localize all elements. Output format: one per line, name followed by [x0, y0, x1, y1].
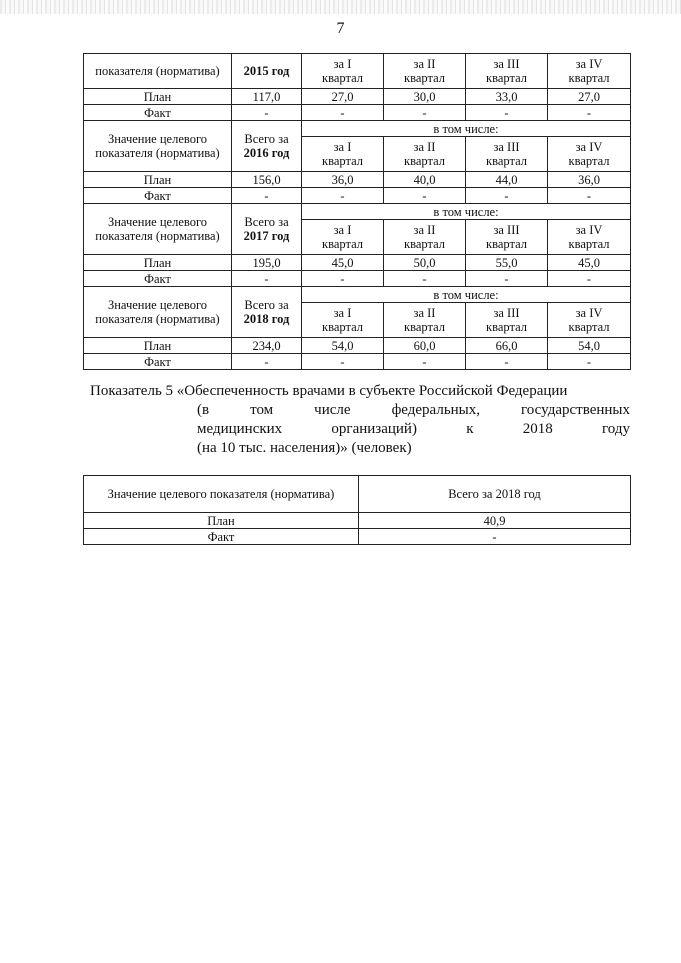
quarter-header-cell-line-2: квартал [568, 320, 610, 334]
fact-quarter-cell: - [302, 354, 384, 370]
fact-quarter-cell: - [384, 188, 466, 204]
fact-label-cell: Факт [84, 271, 232, 287]
plan-quarter-cell: 27,0 [548, 89, 631, 105]
quarter-header-cell [466, 137, 548, 172]
quarter-header-cell [302, 137, 384, 172]
plan-value-cell: 40,9 [359, 513, 631, 529]
quarter-header-cell [548, 137, 631, 172]
plan-total-cell: 234,0 [232, 338, 302, 354]
quarter-header-cell-line-2: квартал [404, 237, 445, 251]
quarter-header-cell-line-2: квартал [486, 71, 527, 85]
fact-total-cell: - [232, 354, 302, 370]
quarter-header-cell [384, 54, 466, 89]
fact-quarter-cell: - [384, 105, 466, 121]
fact-quarter-cell: - [384, 271, 466, 287]
fact-total-cell: - [232, 105, 302, 121]
fact-row [84, 188, 631, 204]
quarter-header-cell-line-1: за I [333, 140, 352, 154]
quarter-header-cell-line-1: за II [413, 57, 436, 71]
quarter-header-cell-line-1: за I [333, 306, 352, 320]
indicator-label-cell: Значение целевого показателя (норматива) [84, 287, 232, 338]
quarter-header-cell-line-1: за II [413, 140, 436, 154]
fact-quarter-cell: - [302, 188, 384, 204]
total-year-cell-line-2: 2018 год [243, 312, 290, 326]
plan-quarter-cell: 33,0 [466, 89, 548, 105]
quarter-header-cell-line-1: за III [493, 57, 520, 71]
plan-row [84, 255, 631, 271]
scan-edge-artifact [0, 0, 681, 14]
fact-label-cell: Факт [84, 188, 232, 204]
block-header-row [84, 121, 631, 137]
quarter-header-cell-line-2: квартал [322, 320, 363, 334]
header-label-cell: Значение целевого показателя (норматива) [84, 476, 359, 513]
indicator-5-line-2: (в том числе федеральных, государственных [197, 402, 630, 418]
quarter-header-cell-line-2: квартал [404, 154, 445, 168]
indicator-label-cell: Значение целевого показателя (норматива) [84, 121, 232, 172]
fact-row [84, 271, 631, 287]
quarter-header-cell [548, 303, 631, 338]
plan-label-cell: План [84, 513, 359, 529]
quarter-header-cell-line-2: квартал [404, 320, 445, 334]
plan-quarter-cell: 45,0 [548, 255, 631, 271]
quarter-header-cell-line-1: за III [493, 140, 520, 154]
fact-quarter-cell: - [466, 354, 548, 370]
fact-quarter-cell: - [466, 188, 548, 204]
plan-total-cell: 195,0 [232, 255, 302, 271]
fact-label-cell: Факт [84, 354, 232, 370]
including-header-cell: в том числе: [302, 121, 631, 137]
fact-row [84, 354, 631, 370]
quarter-header-cell-line-2: квартал [568, 154, 610, 168]
total-year-cell [232, 287, 302, 338]
plan-label-cell: План [84, 338, 232, 354]
quarter-header-cell-line-2: квартал [568, 71, 610, 85]
quarter-header-cell [384, 220, 466, 255]
plan-label-cell: План [84, 172, 232, 188]
including-header-cell: в том числе: [302, 204, 631, 220]
fact-quarter-cell: - [548, 271, 631, 287]
indicator-5-line-4: (на 10 тыс. населения)» (человек) [197, 440, 412, 456]
total-year-cell: 2015 год [232, 54, 302, 89]
total-year-cell-line-2: 2016 год [243, 146, 290, 160]
fact-total-cell: - [232, 271, 302, 287]
fact-row [84, 105, 631, 121]
total-year-cell-line-1: Всего за [244, 215, 289, 229]
indicator-5-line-1: Показатель 5 «Обеспеченность врачами в субъекте Российской Федерации [90, 383, 568, 399]
total-year-cell-line-1: Всего за [244, 298, 289, 312]
quarter-header-cell [466, 54, 548, 89]
quarter-header-cell-line-1: за IV [575, 140, 603, 154]
quarter-header-cell-line-1: за III [493, 306, 520, 320]
quarter-header-cell-line-1: за IV [575, 57, 603, 71]
quarter-header-cell [548, 54, 631, 89]
quarter-header-cell [302, 303, 384, 338]
quarter-header-cell [302, 54, 384, 89]
indicator-label-cell: показателя (норматива) [84, 54, 232, 89]
fact-quarter-cell: - [384, 354, 466, 370]
quarter-header-cell-line-2: квартал [322, 237, 363, 251]
total-year-cell-line-1: Всего за [244, 132, 289, 146]
quarter-header-cell-line-2: квартал [322, 154, 363, 168]
total-year-cell [232, 121, 302, 172]
page-number: 7 [336, 20, 345, 37]
plan-row [84, 172, 631, 188]
quarter-header-cell-line-1: за IV [575, 223, 603, 237]
plan-quarter-cell: 54,0 [302, 338, 384, 354]
fact-quarter-cell: - [302, 105, 384, 121]
header-row-2015 [84, 54, 631, 89]
fact-total-cell: - [232, 188, 302, 204]
plan-quarter-cell: 60,0 [384, 338, 466, 354]
plan-quarter-cell: 54,0 [548, 338, 631, 354]
plan-quarter-cell: 44,0 [466, 172, 548, 188]
indicator-label-cell: Значение целевого показателя (норматива) [84, 204, 232, 255]
including-header-cell: в том числе: [302, 287, 631, 303]
plan-quarter-cell: 55,0 [466, 255, 548, 271]
fact-quarter-cell: - [466, 271, 548, 287]
quarter-header-cell-line-1: за III [493, 223, 520, 237]
indicator-5-line-3: медицинских организаций) к 2018 году [197, 421, 630, 437]
quarter-header-cell-line-2: квартал [486, 154, 527, 168]
quarter-header-cell [384, 137, 466, 172]
indicator-5-table [83, 475, 631, 545]
quarter-header-cell-line-2: квартал [568, 237, 610, 251]
quarter-header-cell-line-2: квартал [322, 71, 363, 85]
plan-quarter-cell: 30,0 [384, 89, 466, 105]
fact-quarter-cell: - [466, 105, 548, 121]
total-year-cell [232, 204, 302, 255]
header-total-cell: Всего за 2018 год [359, 476, 631, 513]
quarter-header-cell-line-2: квартал [486, 237, 527, 251]
fact-label-cell: Факт [84, 105, 232, 121]
fact-quarter-cell: - [302, 271, 384, 287]
fact-quarter-cell: - [548, 354, 631, 370]
quarter-header-cell [466, 303, 548, 338]
plan-total-cell: 117,0 [232, 89, 302, 105]
plan-quarter-cell: 66,0 [466, 338, 548, 354]
fact-quarter-cell: - [548, 188, 631, 204]
plan-label-cell: План [84, 255, 232, 271]
quarter-header-cell [548, 220, 631, 255]
plan-quarter-cell: 40,0 [384, 172, 466, 188]
quarter-header-cell-line-1: за II [413, 223, 436, 237]
fact-label-cell: Факт [84, 529, 359, 545]
quarter-header-cell-line-2: квартал [486, 320, 527, 334]
fact-quarter-cell: - [548, 105, 631, 121]
quarter-header-cell-line-1: за II [413, 306, 436, 320]
plan-total-cell: 156,0 [232, 172, 302, 188]
plan-quarter-cell: 36,0 [302, 172, 384, 188]
quarter-header-cell [302, 220, 384, 255]
plan-quarter-cell: 50,0 [384, 255, 466, 271]
fact-value-cell: - [359, 529, 631, 545]
quarter-header-cell-line-1: за I [333, 223, 352, 237]
plan-label-cell: План [84, 89, 232, 105]
quarter-header-cell-line-1: за IV [575, 306, 603, 320]
indicator-5-title [90, 382, 630, 458]
plan-quarter-cell: 36,0 [548, 172, 631, 188]
plan-row [84, 338, 631, 354]
target-indicator-table [83, 53, 631, 370]
quarter-header-cell [384, 303, 466, 338]
total-year-cell-line-2: 2017 год [243, 229, 290, 243]
plan-quarter-cell: 45,0 [302, 255, 384, 271]
block-header-row [84, 287, 631, 303]
quarter-header-cell-line-2: квартал [404, 71, 445, 85]
quarter-header-cell [466, 220, 548, 255]
plan-row [84, 89, 631, 105]
plan-quarter-cell: 27,0 [302, 89, 384, 105]
block-header-row [84, 204, 631, 220]
quarter-header-cell-line-1: за I [333, 57, 352, 71]
